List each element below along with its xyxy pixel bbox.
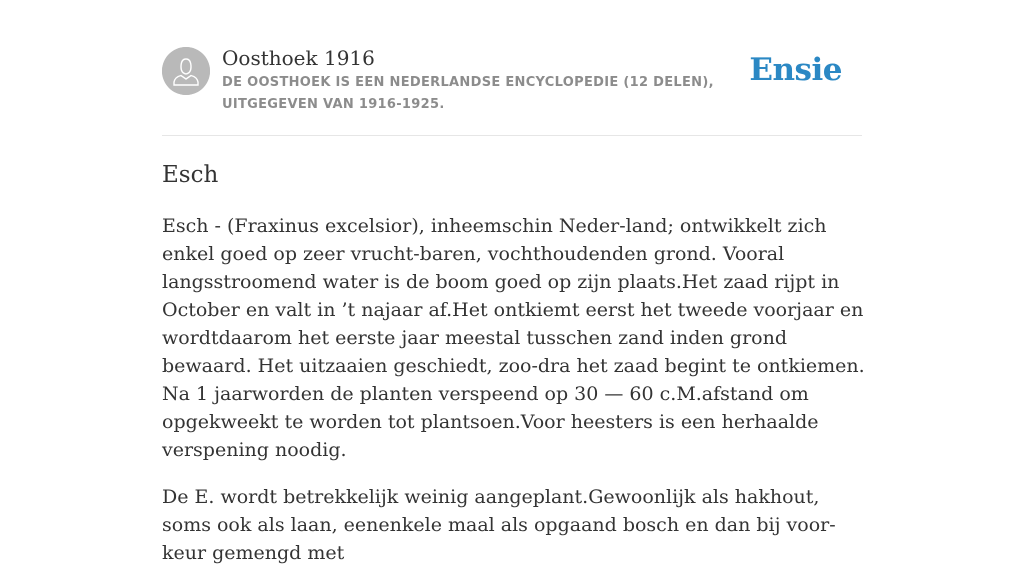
header-divider xyxy=(162,135,862,136)
article-body xyxy=(162,212,872,586)
source-header xyxy=(162,46,862,136)
article-title: Esch xyxy=(162,162,219,188)
article-paragraph: Esch - (Fraxinus excelsior), inheemschin Neder-land; ontwikkelt zich enkel goed op zeer vrucht-baren, vochthoudenden grond. Vooral langsstroomend water is de boom goed op zijn plaats.Het zaad rijpt in October en valt in ’t najaar af.Het ontkiemt eerst het tweede voorjaar en wordtdaarom het eerste jaar meestal tusschen zand inden grond bewaard. Het uitzaaien geschiedt, zoo-dra het zaad begint te ontkiemen. Na 1 jaarworden de planten verspeend op 30 — 60 c.M.afstand om opgekweekt te worden tot plantsoen.Voor heesters is een herhaalde verspening noodig. xyxy=(162,215,865,461)
user-silhouette-icon[interactable] xyxy=(162,47,210,95)
source-title[interactable]: Oosthoek 1916 xyxy=(222,46,375,70)
article-paragraph: De E. wordt betrekkelijk weinig aangeplant.Gewoonlijk als hakhout, soms ook als laan, eenenkele maal als opgaand bosch en dan bij voor-keur gemengd met xyxy=(162,486,836,564)
brand-logo[interactable]: Ensie xyxy=(749,52,842,88)
source-description: DE OOSTHOEK IS EEN NEDERLANDSE ENCYCLOPEDIE (12 DELEN), UITGEGEVEN VAN 1916-1925. xyxy=(222,75,714,112)
